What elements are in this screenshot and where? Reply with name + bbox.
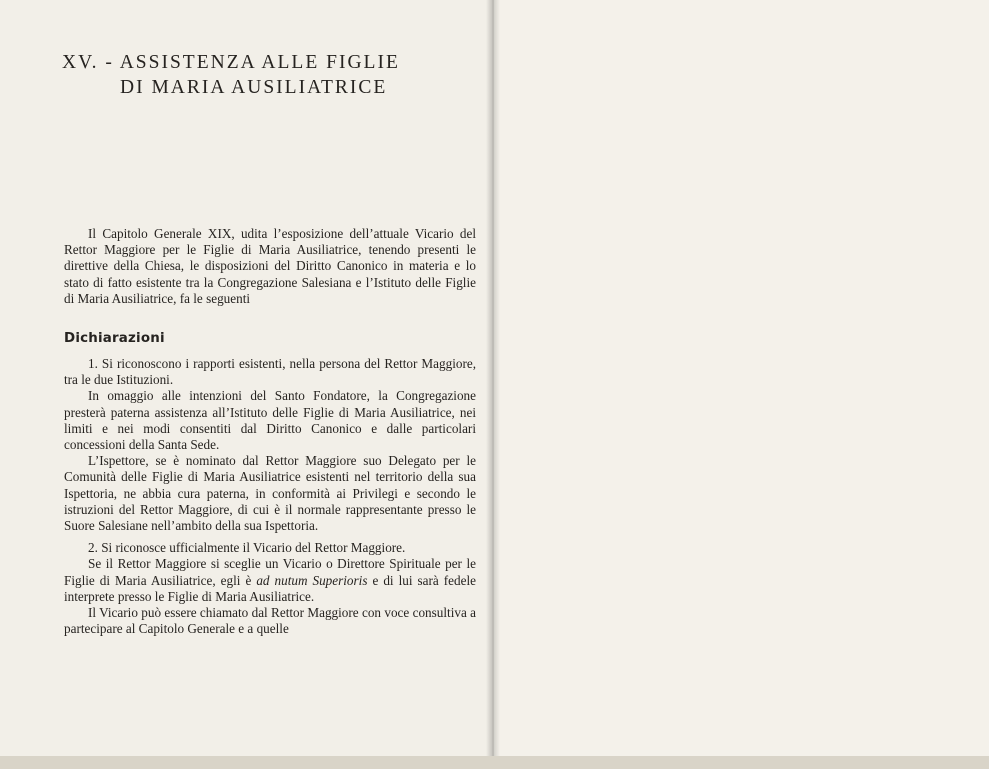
paragraph: In omaggio alle intenzioni del Santo Fondatore, la Congregazione presterà paterna assistenza all’Istituto delle Figlie di Maria Ausiliatrice, nei limiti e nei modi consentiti dal Diritto Canonico e dalle particolari concessioni della Santa Sede. (64, 388, 476, 453)
chapter-title-line-2: DI MARIA AUSILIATRICE (120, 77, 388, 98)
latin-phrase: ad nutum Superioris (256, 572, 368, 588)
paragraph-text: Se il Rettor Maggiore si sceglie un Vicario o Direttore Spirituale per le Figlie di Maria Ausiliatrice, egli è (64, 556, 476, 588)
left-page (0, 0, 493, 756)
chapter-title-line-1: XV. - ASSISTENZA ALLE FIGLIE (62, 52, 400, 73)
paragraph-text: e di lui sarà fedele interprete presso le Figlie di Maria Ausiliatrice. (64, 572, 476, 604)
paragraph (64, 556, 476, 605)
declaration-2-paragraph: 2. Si riconosce ufficialmente il Vicario del Rettor Maggiore. (88, 540, 406, 556)
right-page (493, 0, 989, 756)
intro-paragraph: Il Capitolo Generale XIX, udita l’esposizione dell’attuale Vicario del Rettor Maggiore per le Figlie di Maria Ausiliatrice, tenendo presenti le direttive della Chiesa, le disposizioni del Diritto Canonico in materia e lo stato di fatto esistente tra la Congregazione Salesiana e l’Istituto delle Figlie di Maria Ausiliatrice, fa le seguenti (64, 226, 476, 306)
section-heading: Dichiarazioni (64, 331, 165, 347)
left-page-body (64, 226, 476, 637)
declaration-1-paragraph: 1. Si riconoscono i rapporti esistenti, nella persona del Rettor Maggiore, tra le due Istituzioni. (64, 356, 476, 388)
paragraph: L’Ispettore, se è nominato dal Rettor Maggiore suo Delegato per le Comunità delle Figlie di Maria Ausiliatrice esistenti nel territorio della sua Ispettoria, ne abbia cura paterna, in conformità ai Privilegi e secondo le istruzioni del Rettor Maggiore, di cui è il normale rappresentante presso le Suore Salesiane nell’ambito della sua Ispettoria. (64, 453, 476, 534)
paragraph: Il Vicario può essere chiamato dal Rettor Maggiore con voce consultiva a partecipare al Capitolo Generale e a quelle (64, 605, 476, 637)
chapter-title (62, 50, 422, 100)
